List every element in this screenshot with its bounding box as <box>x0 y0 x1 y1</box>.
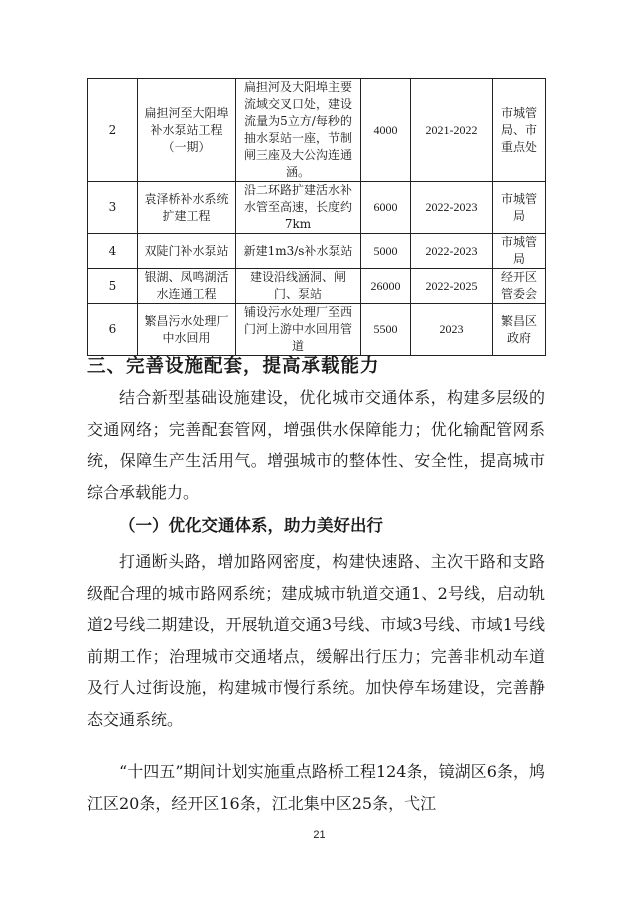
responsible-unit: 市城管局、市重点处 <box>493 79 546 182</box>
row-number: 2 <box>88 79 138 182</box>
project-name: 双陡门补水泵站 <box>138 234 236 269</box>
row-number: 3 <box>88 182 138 234</box>
project-investment: 26000 <box>361 269 411 304</box>
project-investment: 5500 <box>361 304 411 356</box>
project-content: 扁担河及大阳埠主要流域交叉口处，建设流量为5立方/每秒的抽水泵站一座，节制闸三座及大公沟连通涵。 <box>236 79 361 182</box>
responsible-unit: 市城管局 <box>493 182 546 234</box>
section-heading: 三、完善设施配套，提高承载能力 <box>87 356 380 377</box>
project-content: 新建1m3/s补水泵站 <box>236 234 361 269</box>
table-row <box>88 182 546 234</box>
page-number: 21 <box>313 829 326 841</box>
project-investment: 6000 <box>361 182 411 234</box>
row-number: 4 <box>88 234 138 269</box>
table-row <box>88 234 546 269</box>
row-number: 5 <box>88 269 138 304</box>
project-investment: 4000 <box>361 79 411 182</box>
responsible-unit: 经开区管委会 <box>493 269 546 304</box>
responsible-unit: 市城管局 <box>493 234 546 269</box>
projects-table <box>87 78 546 356</box>
project-period: 2023 <box>411 304 493 356</box>
table-row <box>88 269 546 304</box>
section-intro-paragraph: 结合新型基础设施建设，优化城市交通体系，构建多层级的交通网络；完善配套管网，增强供水保障能力；优化输配管网系统，保障生产生活用气。增强城市的整体性、安全性，提高城市综合承载能力。 <box>87 388 545 502</box>
project-content: 铺设污水处理厂至西门河上游中水回用管道 <box>236 304 361 356</box>
project-content: 建设沿线涵洞、闸门、泵站 <box>236 269 361 304</box>
project-investment: 5000 <box>361 234 411 269</box>
row-number: 6 <box>88 304 138 356</box>
responsible-unit: 繁昌区政府 <box>493 304 546 356</box>
subsection-heading: （一）优化交通体系，助力美好出行 <box>119 516 383 535</box>
project-period: 2021-2022 <box>411 79 493 182</box>
body-paragraph: “十四五”期间计划实施重点路桥工程124条，镜湖区6条，鸠江区20条，经开区16条，江北集中区25条，弋江 <box>87 762 545 813</box>
table-row <box>88 304 546 356</box>
project-name: 扁担河至大阳埠补水泵站工程（一期） <box>138 79 236 182</box>
table-row <box>88 79 546 182</box>
project-period: 2022-2023 <box>411 234 493 269</box>
project-name: 繁昌污水处理厂中水回用 <box>138 304 236 356</box>
project-content: 沿二环路扩建活水补水管至高速，长度约7km <box>236 182 361 234</box>
project-period: 2022-2023 <box>411 182 493 234</box>
project-name: 银湖、凤鸣湖活水连通工程 <box>138 269 236 304</box>
body-paragraph: 打通断头路，增加路网密度，构建快速路、主次干路和支路级配合理的城市路网系统；建成城市轨道交通1、2号线，启动轨道2号线二期建设，开展轨道交通3号线、市域3号线、市域1号线前期工作；治理城市交通堵点，缓解出行压力；完善非机动车道及行人过街设施，构建城市慢行系统。加快停车场建设，完善静态交通系统。 <box>87 552 545 729</box>
project-period: 2022-2025 <box>411 269 493 304</box>
project-name: 袁泽桥补水系统扩建工程 <box>138 182 236 234</box>
